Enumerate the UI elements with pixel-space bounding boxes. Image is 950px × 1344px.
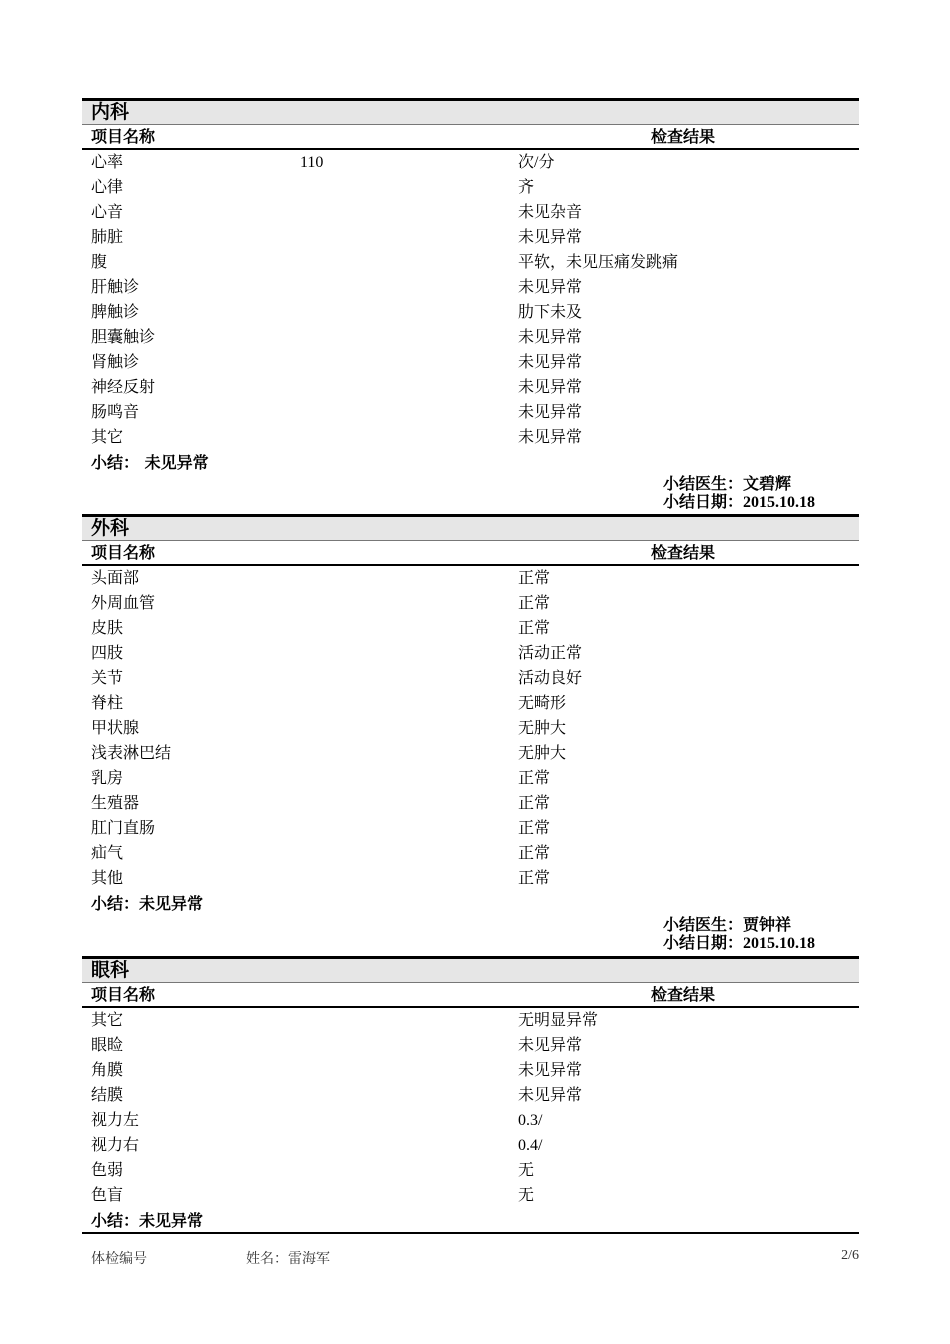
item-name: 肺脏 [91, 229, 124, 246]
summary-label: 小结： [91, 453, 140, 472]
item-result: 未见异常 [518, 1037, 583, 1054]
table-row [82, 866, 859, 891]
section-title: 外科 [82, 514, 859, 540]
item-result: 无 [518, 1187, 535, 1204]
item-name: 头面部 [91, 570, 140, 587]
section-surgery [82, 514, 859, 954]
item-result: 正常 [518, 820, 551, 837]
item-result: 未见异常 [518, 229, 583, 246]
item-name: 疝气 [91, 845, 124, 862]
table-row [82, 200, 859, 225]
rows [82, 1008, 859, 1208]
summary-text: 未见异常 [139, 453, 209, 472]
item-result: 未见异常 [518, 279, 583, 296]
item-name: 关节 [91, 670, 124, 687]
item-name: 心音 [91, 204, 124, 221]
column-name-header: 项目名称 [91, 985, 156, 1004]
item-result: 齐 [518, 179, 535, 196]
item-name: 肠鸣音 [91, 404, 140, 421]
doctor-label: 小结医生： [663, 474, 744, 493]
table-row [82, 175, 859, 200]
date-value: 2015.10.18 [743, 494, 816, 511]
summary-label: 小结： [91, 1211, 140, 1230]
item-name: 其他 [91, 870, 124, 887]
patient-name [246, 1248, 330, 1268]
summary-doctor [663, 916, 791, 934]
section-title: 内科 [82, 98, 859, 124]
table-row [82, 1033, 859, 1058]
item-name: 色盲 [91, 1187, 124, 1204]
table-row [82, 300, 859, 325]
item-result: 平软，未见压痛发跳痛 [518, 254, 679, 271]
item-result: 0.3/ [518, 1112, 543, 1129]
signature [82, 916, 859, 954]
table-row [82, 791, 859, 816]
item-name: 甲状腺 [91, 720, 140, 737]
column-name-header: 项目名称 [91, 543, 156, 562]
rows [82, 566, 859, 891]
doctor-name: 文碧辉 [743, 474, 792, 493]
column-header [82, 124, 859, 150]
date-label: 小结日期： [663, 933, 744, 952]
table-row [82, 566, 859, 591]
item-result: 次/分 [518, 154, 555, 171]
item-result: 正常 [518, 570, 551, 587]
item-name: 心率 [91, 154, 124, 171]
item-name: 外周血管 [91, 595, 156, 612]
item-name: 视力右 [91, 1137, 140, 1154]
table-row [82, 716, 859, 741]
item-name: 肾触诊 [91, 354, 140, 371]
item-name: 肝触诊 [91, 279, 140, 296]
table-row [82, 1083, 859, 1108]
page-number: 2/6 [841, 1248, 859, 1263]
table-row [82, 275, 859, 300]
item-result: 正常 [518, 770, 551, 787]
item-name: 肛门直肠 [91, 820, 156, 837]
item-name: 浅表淋巴结 [91, 745, 172, 762]
column-result-header: 检查结果 [651, 985, 716, 1004]
table-row [82, 841, 859, 866]
patient-name-value: 雷海军 [288, 1252, 330, 1267]
item-name: 其它 [91, 1012, 124, 1029]
item-result: 未见异常 [518, 354, 583, 371]
item-result: 未见异常 [518, 329, 583, 346]
table-row [82, 425, 859, 450]
table-row [82, 616, 859, 641]
column-result-header: 检查结果 [651, 543, 716, 562]
item-name: 皮肤 [91, 620, 124, 637]
item-result: 0.4/ [518, 1137, 543, 1154]
item-result: 正常 [518, 870, 551, 887]
column-header [82, 982, 859, 1008]
doctor-label: 小结医生： [663, 915, 744, 934]
item-name: 神经反射 [91, 379, 156, 396]
item-name: 视力左 [91, 1112, 140, 1129]
doctor-name: 贾钟祥 [743, 915, 792, 934]
section-title: 眼科 [82, 956, 859, 982]
item-result: 无肿大 [518, 745, 567, 762]
table-row [82, 325, 859, 350]
item-result: 未见异常 [518, 379, 583, 396]
table-row [82, 766, 859, 791]
exam-number-label: 体检编号 [91, 1252, 147, 1267]
item-result: 未见异常 [518, 1062, 583, 1079]
item-result: 未见异常 [518, 404, 583, 421]
summary [82, 1208, 859, 1233]
item-result: 肋下未及 [518, 304, 583, 321]
item-name: 心律 [91, 179, 124, 196]
section-internal-medicine [82, 98, 859, 513]
table-row [82, 1108, 859, 1133]
item-result: 正常 [518, 595, 551, 612]
item-name: 脾触诊 [91, 304, 140, 321]
summary-text: 未见异常 [139, 1211, 204, 1230]
item-result: 未见杂音 [518, 204, 583, 221]
table-row [82, 591, 859, 616]
column-header [82, 540, 859, 566]
summary-text: 未见异常 [139, 894, 204, 913]
table-row [82, 225, 859, 250]
item-result: 无 [518, 1162, 535, 1179]
item-name: 角膜 [91, 1062, 124, 1079]
item-name: 其它 [91, 429, 124, 446]
item-result: 无畸形 [518, 695, 567, 712]
table-row [82, 641, 859, 666]
item-name: 脊柱 [91, 695, 124, 712]
table-row [82, 1158, 859, 1183]
page-footer [82, 1248, 859, 1268]
item-result: 活动正常 [518, 645, 583, 662]
column-name-header: 项目名称 [91, 127, 156, 146]
rows [82, 150, 859, 450]
column-result-header: 检查结果 [651, 127, 716, 146]
item-result: 未见异常 [518, 429, 583, 446]
date-value: 2015.10.18 [743, 935, 816, 952]
table-row [82, 400, 859, 425]
table-row [82, 1183, 859, 1208]
item-name: 乳房 [91, 770, 124, 787]
item-result: 无明显异常 [518, 1012, 599, 1029]
item-name: 结膜 [91, 1087, 124, 1104]
section-ophthalmology [82, 956, 859, 1233]
table-row [82, 1133, 859, 1158]
item-value: 110 [300, 154, 324, 171]
patient-name-label: 姓名： [246, 1252, 288, 1267]
item-result: 正常 [518, 845, 551, 862]
item-result: 正常 [518, 795, 551, 812]
item-name: 四肢 [91, 645, 124, 662]
item-name: 色弱 [91, 1162, 124, 1179]
table-row [82, 741, 859, 766]
summary-doctor [663, 475, 791, 493]
summary-label: 小结： [91, 894, 140, 913]
item-name: 胆囊触诊 [91, 329, 156, 346]
item-result: 活动良好 [518, 670, 583, 687]
table-row [82, 350, 859, 375]
bottom-rule [82, 1232, 859, 1234]
table-row [82, 1058, 859, 1083]
item-name: 生殖器 [91, 795, 140, 812]
date-label: 小结日期： [663, 492, 744, 511]
table-row [82, 375, 859, 400]
summary-date [663, 493, 815, 512]
table-row [82, 250, 859, 275]
table-row [82, 666, 859, 691]
summary-date [663, 934, 815, 953]
item-name: 腹 [91, 254, 108, 271]
item-result: 无肿大 [518, 720, 567, 737]
summary [82, 450, 859, 475]
item-name: 眼睑 [91, 1037, 124, 1054]
table-row [82, 1008, 859, 1033]
table-row [82, 816, 859, 841]
table-row [82, 150, 859, 175]
signature [82, 475, 859, 513]
item-result: 未见异常 [518, 1087, 583, 1104]
table-row [82, 691, 859, 716]
summary [82, 891, 859, 916]
item-result: 正常 [518, 620, 551, 637]
